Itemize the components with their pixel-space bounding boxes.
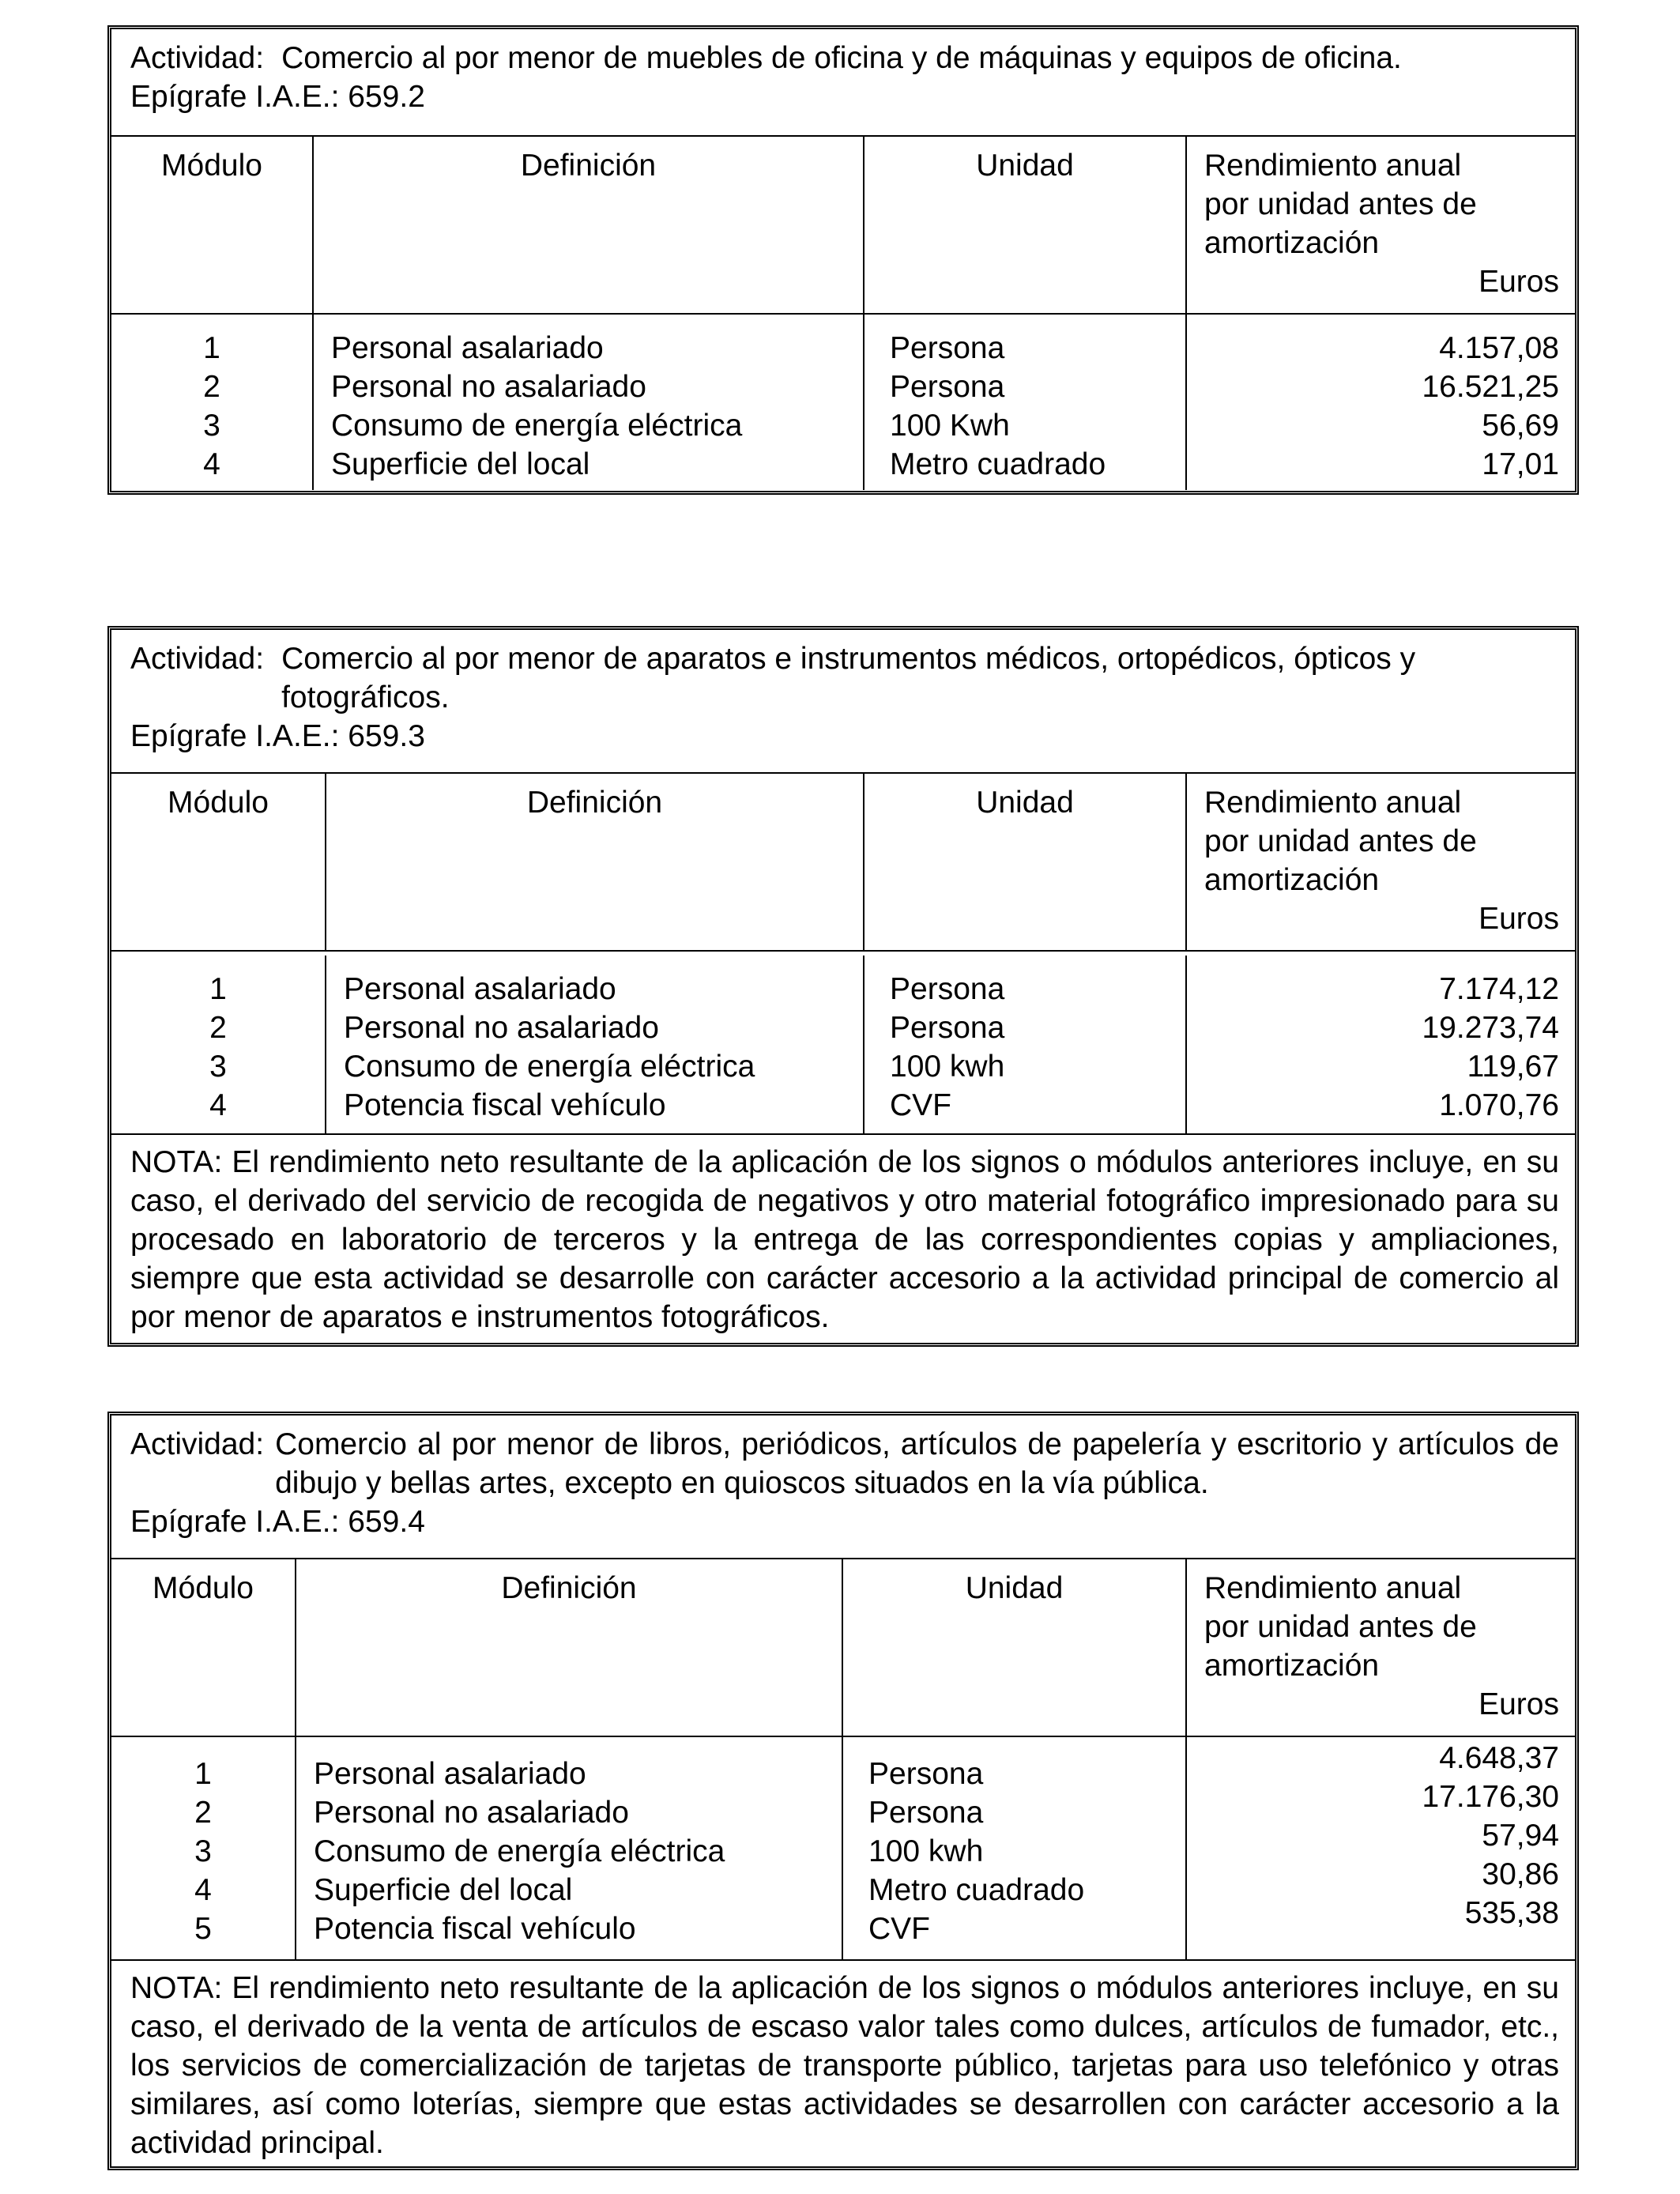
header-unidad: Unidad bbox=[843, 1559, 1187, 1737]
modulo-value: 4 bbox=[209, 1088, 227, 1122]
unidad-value: Persona bbox=[890, 972, 1005, 1006]
actividad-label: Actividad: bbox=[130, 1427, 265, 1461]
modulo-value: 2 bbox=[194, 1796, 212, 1830]
modulo-value: 3 bbox=[194, 1834, 212, 1868]
rendimiento-value: 119,67 bbox=[1467, 1050, 1559, 1084]
rendimiento-column bbox=[1187, 956, 1575, 1133]
header-rendimiento-unit: Euros bbox=[1478, 1687, 1559, 1721]
modulos-table-body bbox=[111, 956, 1575, 1133]
modulo-value: 1 bbox=[194, 1757, 212, 1791]
definicion-value: Potencia fiscal vehículo bbox=[344, 1088, 666, 1122]
rendimiento-column bbox=[1187, 315, 1575, 490]
header-modulo: Módulo bbox=[111, 137, 314, 315]
modulos-table bbox=[111, 1559, 1575, 1737]
header-definicion: Definición bbox=[326, 774, 864, 952]
definicion-value: Superficie del local bbox=[314, 1873, 573, 1907]
header-rendimiento-line: amortización bbox=[1204, 226, 1380, 260]
rendimiento-value: 1.070,76 bbox=[1439, 1088, 1559, 1122]
rendimiento-value: 57,94 bbox=[1482, 1819, 1559, 1853]
actividad-label: Actividad: bbox=[130, 642, 265, 676]
rendimiento-value: 7.174,12 bbox=[1439, 972, 1559, 1006]
header-rendimiento-line: amortización bbox=[1204, 863, 1380, 897]
header-rendimiento-line: por unidad antes de bbox=[1204, 187, 1477, 221]
definicion-value: Personal no asalariado bbox=[314, 1796, 629, 1830]
modulos-table bbox=[111, 774, 1575, 956]
header-rendimiento-unit: Euros bbox=[1478, 265, 1559, 299]
epigrafe: Epígrafe I.A.E.: 659.2 bbox=[130, 80, 425, 114]
definicion-value: Superficie del local bbox=[331, 447, 590, 481]
definicion-value: Personal asalariado bbox=[344, 972, 616, 1006]
unidad-column bbox=[864, 315, 1187, 490]
definicion-value: Consumo de energía eléctrica bbox=[314, 1834, 725, 1868]
unidad-column bbox=[843, 1737, 1187, 1959]
unidad-value: Persona bbox=[868, 1796, 984, 1830]
unidad-column bbox=[864, 956, 1187, 1133]
header-rendimiento-line: amortización bbox=[1204, 1649, 1380, 1683]
modulo-value: 5 bbox=[194, 1912, 212, 1946]
activity-box-659-2 bbox=[107, 25, 1579, 495]
unidad-value: Persona bbox=[868, 1757, 984, 1791]
rendimiento-value: 4.157,08 bbox=[1439, 331, 1559, 365]
header-rendimiento bbox=[1187, 137, 1575, 315]
definicion-value: Personal asalariado bbox=[314, 1757, 586, 1791]
unidad-value: CVF bbox=[890, 1088, 951, 1122]
modulo-column bbox=[111, 956, 326, 1133]
epigrafe: Epígrafe I.A.E.: 659.3 bbox=[130, 719, 425, 753]
nota-text: NOTA: El rendimiento neto resultante de la aplicación de los signos o módulos anteriores incluye, en su caso, el derivado de la venta de artículos de escaso valor tales como dulces, artículos de fumador, etc., los servicios de comercialización de tarjetas de transporte público, tarjetas para uso telefónico y otras similares, así como loterías, siempre que estas actividades se desarrollen con carácter accesorio a la actividad principal. bbox=[111, 1959, 1575, 2169]
header-rendimiento bbox=[1187, 1559, 1575, 1737]
modulo-value: 3 bbox=[209, 1050, 227, 1084]
definicion-value: Personal no asalariado bbox=[344, 1011, 659, 1045]
unidad-value: Metro cuadrado bbox=[890, 447, 1106, 481]
definicion-column bbox=[314, 315, 864, 490]
rendimiento-column bbox=[1187, 1737, 1575, 1959]
rendimiento-value: 17.176,30 bbox=[1422, 1780, 1559, 1814]
modulos-table-body bbox=[111, 1737, 1575, 1959]
header-rendimiento-line: por unidad antes de bbox=[1204, 1610, 1477, 1644]
definicion-value: Consumo de energía eléctrica bbox=[344, 1050, 755, 1084]
header-rendimiento-line: Rendimiento anual bbox=[1204, 149, 1462, 183]
header-definicion: Definición bbox=[314, 137, 864, 315]
header-modulo: Módulo bbox=[111, 1559, 296, 1737]
actividad-text: Comercio al por menor de aparatos e instrumentos médicos, ortopédicos, ópticos y fotográficos. bbox=[281, 642, 1416, 714]
rendimiento-value: 17,01 bbox=[1482, 447, 1559, 481]
activity-header bbox=[111, 1416, 1575, 1559]
unidad-value: Persona bbox=[890, 370, 1005, 404]
modulo-column bbox=[111, 315, 314, 490]
rendimiento-value: 16.521,25 bbox=[1422, 370, 1559, 404]
unidad-value: Persona bbox=[890, 1011, 1005, 1045]
unidad-value: 100 kwh bbox=[890, 1050, 1005, 1084]
rendimiento-value: 535,38 bbox=[1464, 1896, 1559, 1930]
header-rendimiento-line: Rendimiento anual bbox=[1204, 1571, 1462, 1605]
modulo-value: 1 bbox=[203, 331, 220, 365]
activity-box-659-4 bbox=[107, 1412, 1579, 2170]
unidad-value: Persona bbox=[890, 331, 1005, 365]
modulo-value: 4 bbox=[194, 1873, 212, 1907]
rendimiento-value: 30,86 bbox=[1482, 1857, 1559, 1891]
rendimiento-value: 4.648,37 bbox=[1439, 1741, 1559, 1775]
modulo-value: 3 bbox=[203, 409, 220, 443]
epigrafe: Epígrafe I.A.E.: 659.4 bbox=[130, 1505, 425, 1539]
unidad-value: Metro cuadrado bbox=[868, 1873, 1085, 1907]
modulo-column bbox=[111, 1737, 296, 1959]
unidad-value: 100 Kwh bbox=[890, 409, 1010, 443]
header-rendimiento-line: por unidad antes de bbox=[1204, 824, 1477, 858]
header-rendimiento-unit: Euros bbox=[1478, 902, 1559, 936]
activity-header bbox=[111, 29, 1575, 137]
rendimiento-value: 19.273,74 bbox=[1422, 1011, 1559, 1045]
header-unidad: Unidad bbox=[864, 774, 1187, 952]
modulo-value: 2 bbox=[209, 1011, 227, 1045]
definicion-column bbox=[296, 1737, 843, 1959]
actividad-text: Comercio al por menor de libros, periódicos, artículos de papelería y escritorio y artículos de dibujo y bellas artes, excepto en quioscos situados en la vía pública. bbox=[275, 1427, 1559, 1500]
modulo-value: 2 bbox=[203, 370, 220, 404]
header-modulo: Módulo bbox=[111, 774, 326, 952]
header-rendimiento-line: Rendimiento anual bbox=[1204, 786, 1462, 820]
unidad-value: 100 kwh bbox=[868, 1834, 984, 1868]
modulos-table bbox=[111, 137, 1575, 490]
definicion-value: Personal no asalariado bbox=[331, 370, 646, 404]
nota-text: NOTA: El rendimiento neto resultante de la aplicación de los signos o módulos anteriores incluye, en su caso, el derivado del servicio de recogida de negativos y otro material fotográfico impresionado para su procesado en laboratorio de terceros y la entrega de las correspondientes copias y ampliaciones, siempre que esta actividad se desarrolle con carácter accesorio a la actividad principal de comercio al por menor de aparatos e instrumentos fotográficos. bbox=[111, 1133, 1575, 1343]
header-definicion: Definición bbox=[296, 1559, 843, 1737]
activity-box-659-3 bbox=[107, 626, 1579, 1347]
rendimiento-value: 56,69 bbox=[1482, 409, 1559, 443]
activity-header bbox=[111, 630, 1575, 774]
unidad-value: CVF bbox=[868, 1912, 930, 1946]
header-unidad: Unidad bbox=[864, 137, 1187, 315]
definicion-value: Consumo de energía eléctrica bbox=[331, 409, 743, 443]
definicion-value: Potencia fiscal vehículo bbox=[314, 1912, 636, 1946]
header-rendimiento bbox=[1187, 774, 1575, 952]
definicion-column bbox=[326, 956, 864, 1133]
actividad-text: Comercio al por menor de muebles de oficina y de máquinas y equipos de oficina. bbox=[281, 41, 1402, 75]
actividad-label: Actividad: bbox=[130, 41, 265, 75]
definicion-value: Personal asalariado bbox=[331, 331, 604, 365]
modulo-value: 4 bbox=[203, 447, 220, 481]
modulo-value: 1 bbox=[209, 972, 227, 1006]
